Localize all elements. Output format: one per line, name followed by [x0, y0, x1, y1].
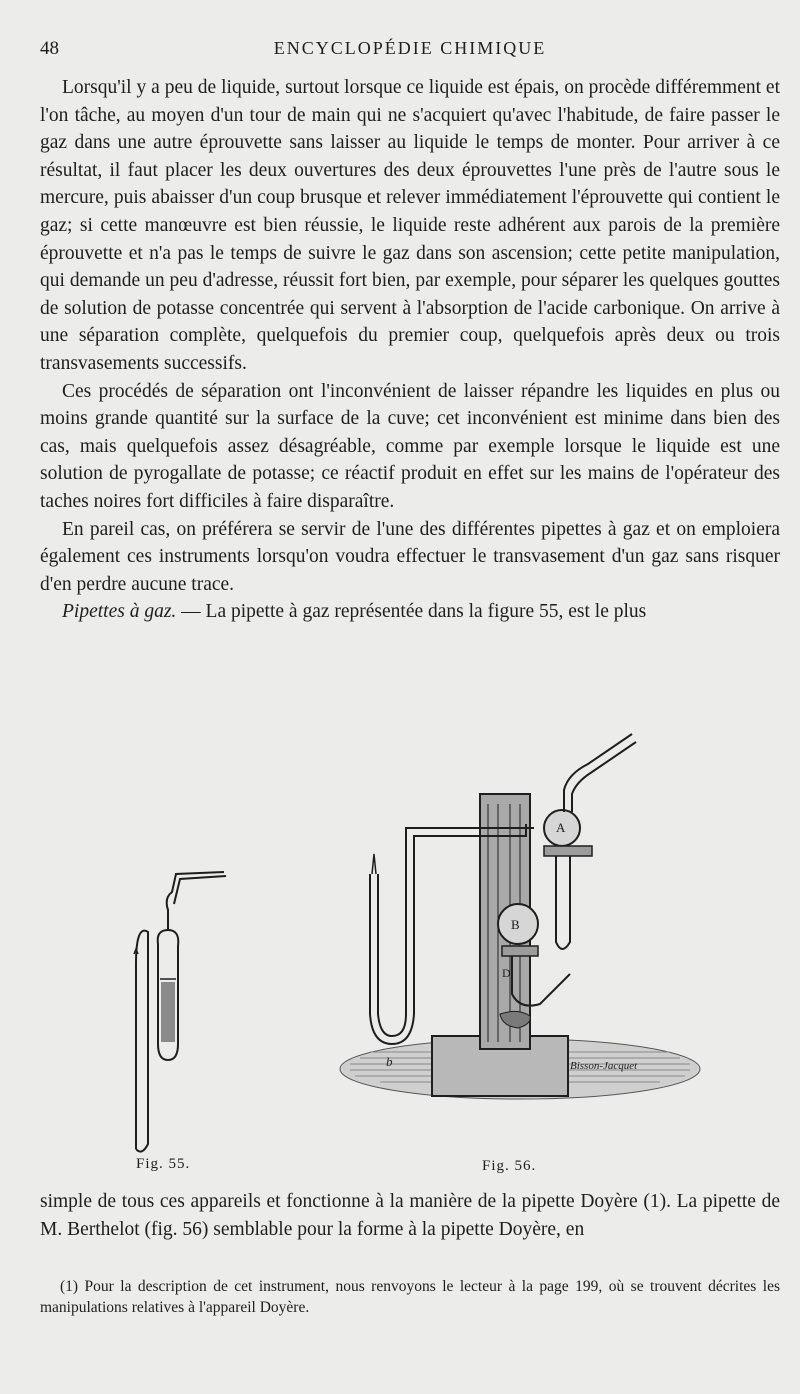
running-title: ENCYCLOPÉDIE CHIMIQUE: [273, 38, 547, 58]
paragraph-2: Ces procédés de séparation ont l'inconvénient de laisser répandre les liquides en plus ou moins grande quantité sur la surface de la cuve; cet inconvénient est minime dans bien des cas, mais quelquefois assez désagréable, comme par exemple lorsque le liquide est une solution de pyrogallate de potasse; ce réactif produit en effet sur les mains de l'opérateur des taches noires fort difficiles à faire disparaître.: [40, 380, 780, 512]
paragraph-3: En pareil cas, on préférera se servir de l'une des différentes pipettes à gaz et on emploiera également ces instruments lorsqu'on voudra effectuer le transvasement d'un gaz sans risquer d'en perdre aucune trace.: [40, 518, 780, 595]
paragraph-pipettes-text: — La pipette à gaz représentée dans la figure 55, est le plus: [176, 601, 647, 623]
footnote-text: (1) Pour la description de cet instrument, nous renvoyons le lecteur à la page 199, où se trouvent décrites les manipulations relatives à l'appareil Doyère.: [40, 1278, 780, 1316]
engraver-signature: Bisson-Jacquet: [570, 1060, 638, 1072]
continuation-text: [40, 1188, 780, 1243]
fig55-caption: Fig. 55.: [136, 1156, 191, 1172]
paragraph-1: Lorsqu'il y a peu de liquide, surtout lorsque ce liquide est épais, on procède différemment et l'on tâche, au moyen d'un tour de main qui ne s'acquiert qu'avec l'habitude, de faire passer le gaz dans une autre éprouvette sans laisser au liquide le temps de monter. Pour arriver à ce résultat, il faut placer les deux ouvertures des deux éprouvettes l'une près de l'autre sous le mercure, puis abaisser d'un coup brusque et relever immédiatement l'éprouvette qui contient le gaz; si cette manœuvre est bien réussie, le liquide reste adhérent aux parois de la première éprouvette et n'a pas le temps de suivre le gaz dans son ascension; cette petite manipulation, qui demande un peu d'adresse, réussit fort bien, par exemple, pour séparer les quelques gouttes de solution de potasse concentrée qui servent à l'absorption de l'acide carbonique. On arrive à une séparation complète, quelquefois du premier coup, quelquefois après deux ou trois transvasements successifs.: [40, 77, 780, 374]
fig56-apparatus-drawing: [340, 734, 700, 1099]
paragraph-continuation: simple de tous ces appareils et fonctionne à la manière de la pipette Doyère (1). La pipette de M. Berthelot (fig. 56) semblable pour la forme à la pipette Doyère, en: [40, 1191, 780, 1240]
figures-area: [40, 724, 780, 1184]
label-b: B: [511, 917, 520, 932]
label-a: A: [556, 820, 566, 835]
section-run-in: Pipettes à gaz.: [62, 601, 177, 623]
footnote: [40, 1276, 780, 1318]
fig55-pipette-drawing: [134, 872, 226, 1152]
label-d: D: [502, 966, 511, 980]
page-number: 48: [40, 38, 59, 59]
figure-illustrations: [40, 724, 780, 1184]
page-header: [40, 38, 780, 66]
fig56-caption: Fig. 56.: [482, 1158, 537, 1174]
main-text: [40, 74, 780, 626]
label-small-b: b: [386, 1054, 393, 1069]
paragraph-pipettes: [40, 598, 780, 626]
